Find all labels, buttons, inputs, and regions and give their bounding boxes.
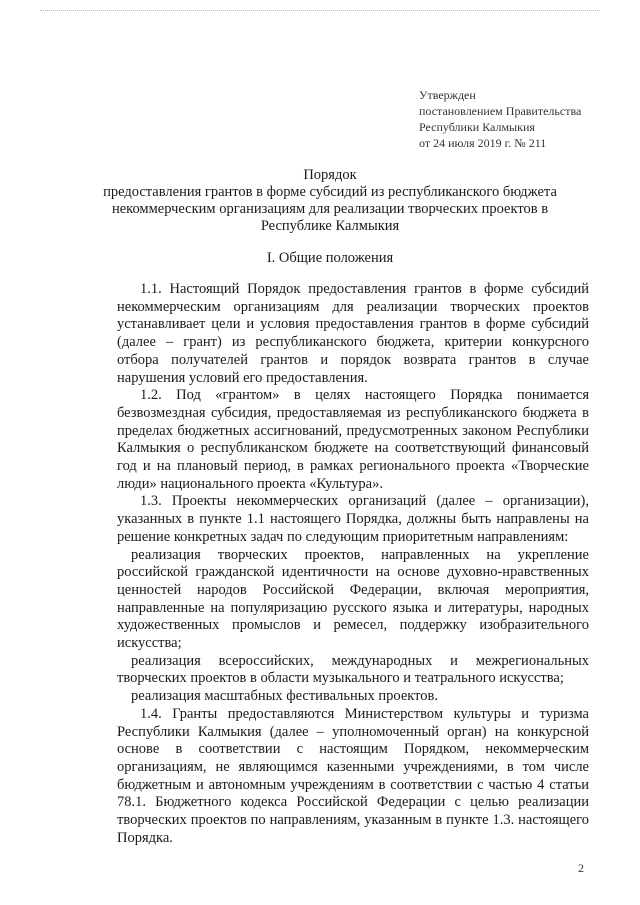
approval-line: Республики Калмыкия	[419, 120, 535, 134]
approval-stamp	[419, 87, 581, 151]
title-line: Республике Калмыкия	[260, 218, 400, 234]
paragraph-1-4: 1.4. Гранты предоставляются Министерством культуры и туризма Республики Калмыкия (далее – уполномоченный орган) на конкурсной основе в соответствии с настоящим Порядком, некоммерческим организациям, не являющимся казенными учреждениями, в том числе бюджетным и автономным учреждениям в соответствии с частью 4 статьи 78.1. Бюджетного кодекса Российской Федерации с целью реализации творческих проектов по направлениям, указанным в пункте 1.3. настоящего Порядка.	[117, 705, 589, 846]
document-title	[80, 167, 580, 235]
list-item-direction: реализация масштабных фестивальных проектов.	[131, 688, 438, 705]
list-item-direction: реализация творческих проектов, направленных на укрепление российской гражданской идентичности на основе духовно-нравственных ценностей народов Российской Федерации, включая мероприятия, направленные на популяризацию русского языка и литературы, народных художественных промыслов и ремесел, поддержку изобразительного искусства;	[117, 546, 589, 652]
list-item-direction: реализация всероссийских, международных и межрегиональных творческих проектов в области музыкального и театрального искусства;	[117, 652, 589, 687]
paragraph-1-2: 1.2. Под «грантом» в целях настоящего Порядка понимается безвозмездная субсидия, предоставляемая из республиканского бюджета в пределах бюджетных ассигнований, предусмотренных законом Республики Калмыкия о республиканском бюджете на соответствующий финансовый год и на плановый период, в рамках регионального проекта «Творческие люди» национального проекта «Культура».	[117, 387, 589, 492]
approval-line: Утвержден	[419, 88, 476, 102]
document-body	[117, 281, 589, 848]
page-number: 2	[578, 861, 584, 875]
paragraph-1-1: 1.1. Настоящий Порядок предоставления грантов в форме субсидий некоммерческим организациям для реализации творческих проектов устанавливает цели и условия предоставления грантов в форме субсидий (далее – грант) из республиканского бюджета, критерии конкурсного отбора получателей грантов и порядок возврата грантов в случае нарушения условий его предоставления.	[117, 281, 589, 386]
approval-date: от 24 июля 2019 г. № 211	[419, 136, 547, 150]
section-heading: I. Общие положения	[266, 250, 394, 266]
approval-line: постановлением Правительства	[419, 104, 582, 118]
title-line: предоставления грантов в форме субсидий из республиканского бюджета	[103, 184, 557, 200]
title-line: некоммерческим организациям для реализации творческих проектов в	[111, 201, 549, 217]
scan-edge-artifact	[40, 10, 600, 12]
paragraph-1-3: 1.3. Проекты некоммерческих организаций (далее – организации), указанных в пункте 1.1 настоящего Порядка, должны быть направлены на решение конкретных задач по следующим приоритетным направлениям:	[117, 493, 589, 545]
title-line: Порядок	[303, 167, 357, 183]
